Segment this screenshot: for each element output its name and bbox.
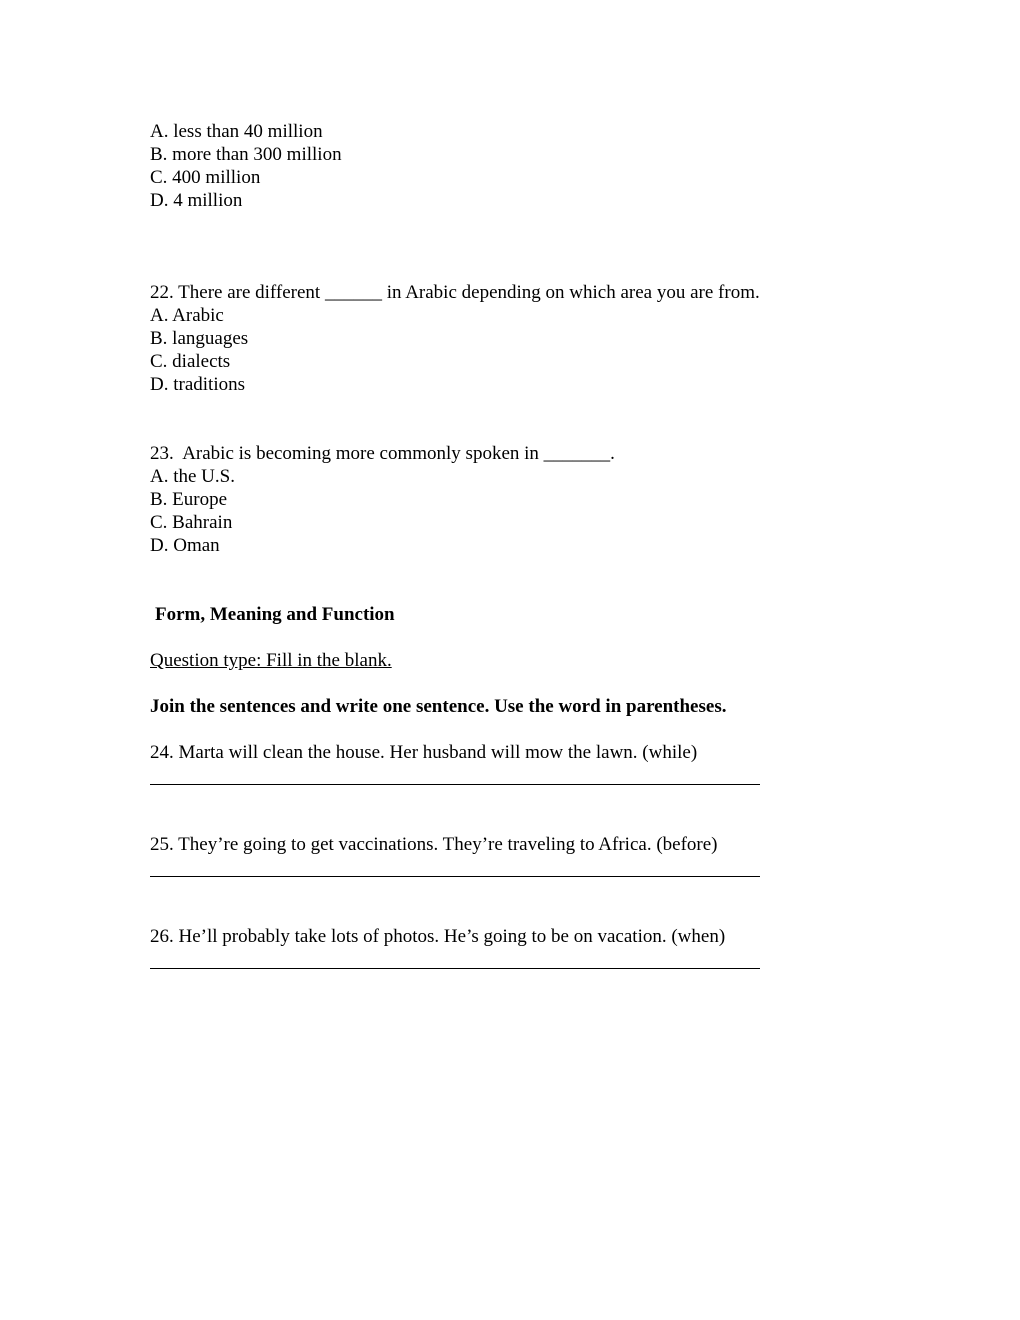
q22-question: 22. There are different ______ in Arabic depending on which area you are from. xyxy=(150,282,760,303)
q23-option-d: D. Oman xyxy=(150,535,220,556)
q23-question: 23. Arabic is becoming more commonly spoken in _______. xyxy=(150,443,615,464)
q25-question: 25. They’re going to get vaccinations. They’re traveling to Africa. (before) xyxy=(150,834,718,855)
q21-option-d: D. 4 million xyxy=(150,190,243,211)
q26-answer-line[interactable] xyxy=(150,968,760,969)
q21-option-c: C. 400 million xyxy=(150,167,261,188)
q26-question: 26. He’ll probably take lots of photos. He’s going to be on vacation. (when) xyxy=(150,926,726,947)
question-type-label: Question type: Fill in the blank. xyxy=(150,650,392,671)
q25-answer-line[interactable] xyxy=(150,876,760,877)
q23-option-b: B. Europe xyxy=(150,489,228,510)
q22-option-a: A. Arabic xyxy=(150,305,224,326)
q22-option-c: C. dialects xyxy=(150,351,231,372)
q23-option-a: A. the U.S. xyxy=(150,466,235,487)
q23-option-c: C. Bahrain xyxy=(150,512,233,533)
q21-option-a: A. less than 40 million xyxy=(150,121,323,142)
q22-option-b: B. languages xyxy=(150,328,249,349)
q21-option-b: B. more than 300 million xyxy=(150,144,342,165)
q24-question: 24. Marta will clean the house. Her husband will mow the lawn. (while) xyxy=(150,742,698,763)
section-title: Form, Meaning and Function xyxy=(155,604,395,625)
section-instructions: Join the sentences and write one sentence. Use the word in parentheses. xyxy=(150,696,727,717)
q24-answer-line[interactable] xyxy=(150,784,760,785)
q22-option-d: D. traditions xyxy=(150,374,245,395)
